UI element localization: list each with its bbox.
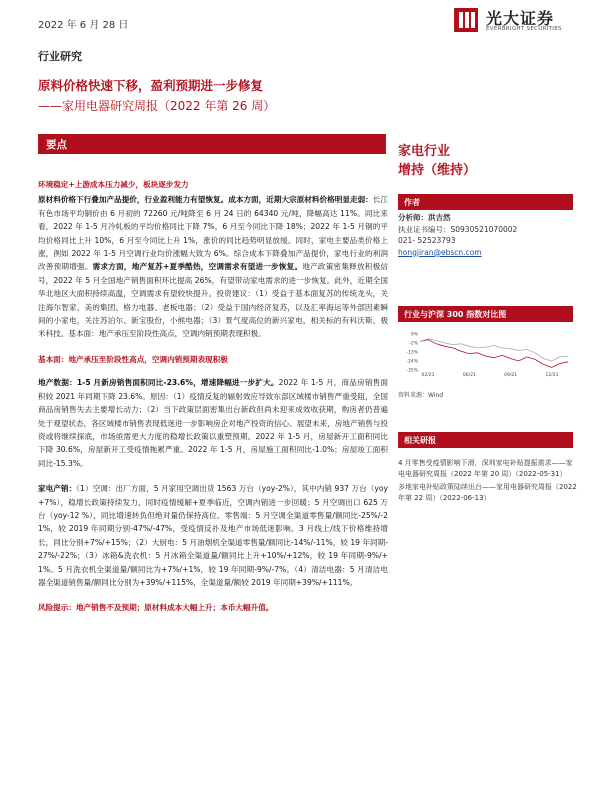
y-tick-label: 9%: [410, 332, 418, 338]
company-logo: [452, 4, 592, 38]
section1-bold: 原材料价格下行叠加产品提价，行业盈利能力有望恢复。成本方面，近期大宗原材料价格明显走弱：: [38, 195, 373, 205]
section1-bold2: 需求方面，地产复苏+夏季酷热，空调需求有望进一步恢复。: [92, 262, 303, 272]
author-label: 作者: [404, 198, 420, 207]
logo-cn: 光大证券: [486, 9, 555, 28]
section2-heading: 基本面：地产承压至阶段性高点，空调内销预期表现积极: [38, 354, 228, 364]
logo-en: EVERBRIGHT SECURITIES: [486, 26, 562, 32]
related-reports: [398, 458, 578, 506]
related-label: 相关研报: [404, 436, 436, 445]
related-report-item[interactable]: 多地家电补贴政策陆续出台——家用电器研究周报（2022 年第 22 周）（2022-06-13）: [398, 483, 577, 502]
x-tick-label: 06/21: [462, 373, 476, 378]
report-subtitle: ——家用电器研究周报（2022 年第 26 周）: [38, 99, 276, 113]
section1-text2: 地产政策密集释放积极信号，2022 年 5 月全国地产销售面积环比提高 26%，有望带动家电需求的进一步恢复。此外，近期全国华北地区大面积持续高温，空调需求有望较快提升。投资建议：（1）受益于基本面复苏的传统龙头，关注海尔智家、美的集团、格力电器、老板电器；（2）受益于国内经济复苏，以及汇率海运等外部因素瞬间的小家电，关注苏泊尔、新宝股份，小熊电器；（3）景气度高位的新兴家电，相关标的有科沃斯、极米科技。基本面：地产承压至阶段性高点，空调内销预期表现积极。: [38, 262, 389, 339]
property-text: 2022 年 1-5 月，商品房销售面积较 2021 年同期下降 23.6%。原因：（1）疫情反复的辐射效应导致东部区域楼市销售严重受阻，全国商品房销售失去主要增长动力；（2）当下政策层面密集出台新政但尚未迎来成效收获期，购房者仍普遍处于观望状态，各区域楼市销售表现低迷进一步影响房企对地产投资的信心。展望未来，房地产销售与投资或将继续探底，市场亟需更大力度的稳增长政策以重塑预期。2022 年 1-5 月，房屋新开工面积同比下降 30.6%，房屋新开工受疫情拖累严重。2022 年 1-5 月，房屋施工面积同比-1.0%；房屋竣工面积同比-15.3%。: [38, 378, 389, 468]
appliance-paragraph: [38, 482, 388, 589]
x-tick-label: 09/21: [504, 373, 518, 378]
author-info: [398, 212, 517, 258]
analyst-email[interactable]: hongjiran@ebscn.com: [398, 247, 482, 257]
chart-label: 行业与沪深 300 指数对比图: [404, 310, 507, 319]
y-tick-label: -13%: [406, 350, 418, 356]
risk-warning: 风险提示：地产销售不及预期；原材料成本大幅上升；本币大幅升值。: [38, 603, 274, 613]
report-date: 2022 年 6 月 28 日: [38, 20, 129, 31]
report-title: 原料价格快速下移，盈利预期进一步修复: [38, 78, 264, 93]
y-tick-label: -2%: [409, 341, 418, 347]
author-bar: [398, 194, 573, 210]
x-tick-label: 02/21: [421, 373, 435, 378]
analyst-name: 分析师：洪吉然: [398, 213, 451, 222]
y-tick-label: -24%: [406, 359, 418, 365]
main-content: [38, 178, 388, 617]
section1-text: 长江有色市场平均铜价由 6 月初的 72260 元/吨降至 6 月 24 日的 64340 元/吨，降幅高达 11%。同比来看，2022 年 1-5 月冷轧板的平均价格同比下降 7%，6 月至今同比下降 18%；2022 年 1-5 月铜的平均价格同比上升 10%，6 月至今同比上升 1%，涨价的同比趋势明显放缓。同时，家电主要品类价格上涨，例如 2022 年 1-5 月空调行业均价涨幅大致为 6%。综合成本下降叠加产品提价，家电行业的利润改善预期增强。: [38, 195, 388, 272]
related-report-item[interactable]: 4 月零售受疫情影响下滑，深圳家电补贴提振需求——家电电器研究周报（2022 年第 20 周）（2022-05-31）: [398, 459, 573, 478]
series-line-0: [420, 340, 568, 368]
y-tick-label: -35%: [406, 368, 418, 374]
keypoints-label: 要点: [46, 139, 67, 151]
analyst-phone: 021- 52523793: [398, 236, 456, 245]
report-category: 行业研究: [38, 50, 82, 63]
chart-source: 资料来源：Wind: [398, 392, 444, 399]
keypoints-bar: [38, 134, 386, 154]
property-label: 地产数据：: [38, 378, 77, 388]
x-tick-label: 12/21: [545, 373, 559, 378]
section1-paragraph: [38, 193, 388, 340]
analyst-cert: 执业证书编号：S0930521070002: [398, 224, 518, 234]
property-paragraph: [38, 376, 388, 470]
industry-name: 家电行业: [398, 144, 451, 159]
everbright-logo-icon: [452, 6, 480, 34]
property-bold: 1-5 月新房销售面积同比-23.6%，增速降幅进一步扩大。: [76, 378, 279, 388]
industry-rating: 增持（维持）: [398, 163, 477, 178]
appliance-text: （1）空调：出厂方面，5 月家用空调出货 1563 万台（yoy-2%），其中内销 937 万台（yoy+7%），稳增长政策持续发力，同时疫情缓解+夏季临近，空调内销进一步回暖；5 月空调出口 625 万台（yoy-12 %），同比增速转负但绝对量仍保持高位。零售端：5 月空调全渠道零售量/额同比-25%/-21%，较 2019 年同期分别-47%/-47%，受疫情反扑及地产市场低迷影响。3 月线上/线下价格维持增长，同比分别+7%/+15%；（2）大厨电：5 月油烟机全渠道零售量/额同比-14%/-11%，较 19 年同期-27%/-22%；（3）冰箱&洗衣机：5 月冰箱全渠道量/额同比上升+10%/+12%，较 19 年同期-9%/+1%。5 月洗衣机全渠道量/额同比为+7%/+1%，较 19 年同期-9%/-7%。（4）清洁电器：5 月清洁电器全渠道销售量/额同比分别为+39%/+115%，全渠道量/额较 2019 年同期+39%/+111%。: [38, 484, 389, 587]
section1-heading: 环境稳定+上游成本压力减少，板块逐步发力: [38, 180, 189, 189]
comparison-chart: [398, 330, 573, 378]
appliance-label: 家电产销：: [38, 484, 77, 494]
